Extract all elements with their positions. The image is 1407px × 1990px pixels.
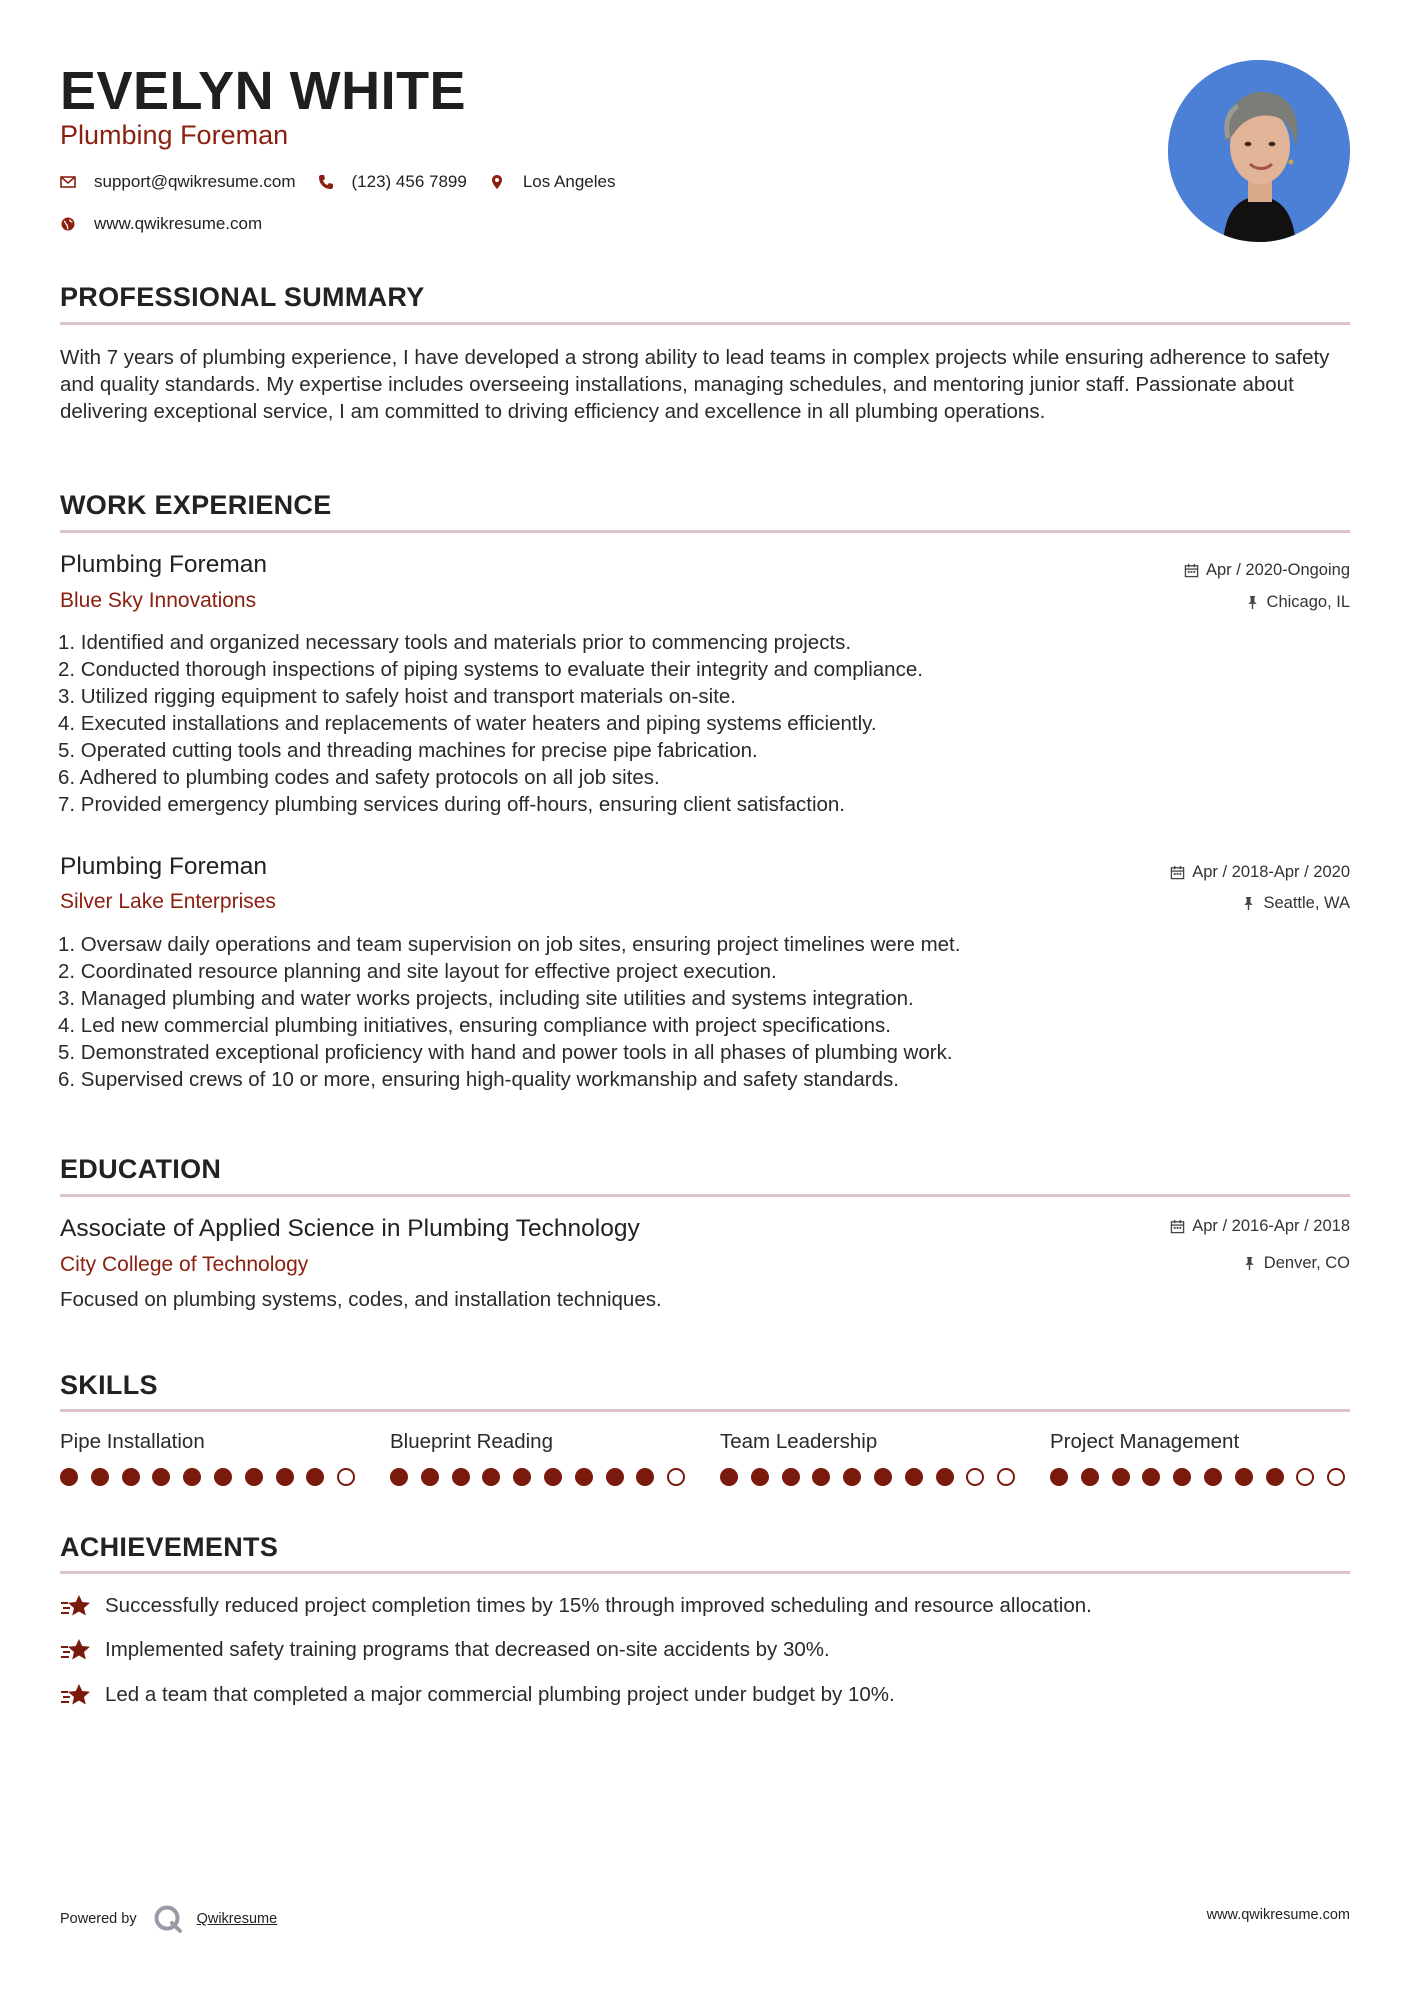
skill-rating xyxy=(1050,1468,1358,1486)
skill-dot-filled xyxy=(276,1468,294,1486)
profile-photo xyxy=(1168,60,1350,242)
skill-dot-filled xyxy=(1173,1468,1191,1486)
calendar-icon xyxy=(1184,563,1199,578)
email-text: support@qwikresume.com xyxy=(94,172,296,191)
achievement-text: Implemented safety training programs that decreased on-site accidents by 30%. xyxy=(105,1638,830,1661)
skill-dot-filled xyxy=(936,1468,954,1486)
list-item: 2. Conducted thorough inspections of piping systems to evaluate their integrity and compliance. xyxy=(58,658,923,681)
education-dates xyxy=(1170,1217,1350,1236)
skill-dot-filled xyxy=(91,1468,109,1486)
job-company: Silver Lake Enterprises xyxy=(60,890,276,913)
calendar-icon xyxy=(1170,865,1185,880)
portrait-image xyxy=(1168,60,1350,242)
achievement-item xyxy=(60,1592,1092,1620)
job-bullet-list xyxy=(58,931,960,1093)
website-text: www.qwikresume.com xyxy=(94,214,263,233)
degree-title: Associate of Applied Science in Plumbing Technology xyxy=(60,1215,640,1242)
skill-dot-filled xyxy=(1081,1468,1099,1486)
skill-dot-filled xyxy=(306,1468,324,1486)
skill-dot-filled xyxy=(482,1468,500,1486)
achievement-item xyxy=(60,1681,895,1709)
skill-dot-filled xyxy=(513,1468,531,1486)
star-icon xyxy=(60,1636,92,1664)
section-title-experience: WORK EXPERIENCE xyxy=(60,490,332,520)
skill-dot-filled xyxy=(782,1468,800,1486)
skill-dot-filled xyxy=(905,1468,923,1486)
job-location-text: Seattle, WA xyxy=(1263,894,1350,912)
contact-location xyxy=(489,172,616,192)
list-item: 1. Oversaw daily operations and team supervision on job sites, ensuring project timelines were met. xyxy=(58,933,961,956)
footer-website[interactable]: www.qwikresume.com xyxy=(1206,1907,1350,1923)
section-divider xyxy=(60,322,1350,325)
education-location xyxy=(1242,1254,1350,1273)
job-location xyxy=(1241,894,1350,913)
skill-dot-filled xyxy=(843,1468,861,1486)
skill-dot-empty xyxy=(337,1468,355,1486)
phone-text: (123) 456 7899 xyxy=(351,172,467,191)
contact-row xyxy=(60,172,637,192)
skill-dot-empty xyxy=(966,1468,984,1486)
achievement-text: Led a team that completed a major commercial plumbing project under budget by 10%. xyxy=(105,1683,895,1706)
section-title-summary: PROFESSIONAL SUMMARY xyxy=(60,282,425,312)
summary-text: With 7 years of plumbing experience, I have developed a strong ability to lead teams in complex projects while ensuring adherence to safety and quality standards. My expertise includes overseeing installations, managing schedules, and mentoring junior staff. Passionate about delivering exceptional service, I am committed to driving efficiency and excellence in all plumbing operations. xyxy=(60,346,1330,423)
section-title-education: EDUCATION xyxy=(60,1154,222,1184)
education-description: Focused on plumbing systems, codes, and installation techniques. xyxy=(60,1288,662,1311)
list-item: 5. Operated cutting tools and threading machines for precise pipe fabrication. xyxy=(58,739,758,762)
skill-dot-filled xyxy=(122,1468,140,1486)
job-bullet-list xyxy=(58,629,923,818)
section-divider xyxy=(60,1194,1350,1197)
skill-dot-empty xyxy=(1327,1468,1345,1486)
skill-item xyxy=(60,1430,360,1454)
envelope-icon xyxy=(60,174,76,190)
skill-rating xyxy=(720,1468,1028,1486)
qwikresume-link[interactable]: Qwikresume xyxy=(196,1911,278,1927)
skill-rating xyxy=(390,1468,698,1486)
skill-dot-filled xyxy=(1266,1468,1284,1486)
skill-name: Project Management xyxy=(1050,1430,1240,1453)
job-title: Plumbing Foreman xyxy=(60,853,267,880)
achievement-item xyxy=(60,1636,830,1664)
job-location xyxy=(1245,593,1350,612)
skill-dot-filled xyxy=(751,1468,769,1486)
skill-dot-filled xyxy=(245,1468,263,1486)
skill-dot-filled xyxy=(874,1468,892,1486)
qwikresume-logo-icon xyxy=(153,1904,183,1934)
list-item: 3. Utilized rigging equipment to safely hoist and transport materials on-site. xyxy=(58,685,736,708)
list-item: 2. Coordinated resource planning and site layout for effective project execution. xyxy=(58,960,777,983)
list-item: 6. Adhered to plumbing codes and safety protocols on all job sites. xyxy=(58,766,660,789)
list-item: 3. Managed plumbing and water works projects, including site utilities and systems integration. xyxy=(58,987,914,1010)
skill-dot-filled xyxy=(1204,1468,1222,1486)
contact-website[interactable] xyxy=(60,214,262,234)
section-title-skills: SKILLS xyxy=(60,1370,158,1400)
skill-item xyxy=(720,1430,1020,1454)
job-location-text: Chicago, IL xyxy=(1266,593,1350,611)
skill-item xyxy=(1050,1430,1350,1454)
list-item: 4. Led new commercial plumbing initiatives, ensuring compliance with project specifications. xyxy=(58,1014,891,1037)
skill-dot-filled xyxy=(544,1468,562,1486)
job-dates xyxy=(1170,863,1350,882)
job-company: Blue Sky Innovations xyxy=(60,589,257,612)
section-title-achievements: ACHIEVEMENTS xyxy=(60,1532,279,1562)
job-dates xyxy=(1184,561,1350,580)
skill-dot-filled xyxy=(575,1468,593,1486)
globe-icon xyxy=(60,216,76,232)
achievement-text: Successfully reduced project completion times by 15% through improved scheduling and resource allocation. xyxy=(105,1594,1092,1617)
pushpin-icon xyxy=(1241,896,1256,911)
skill-dot-filled xyxy=(720,1468,738,1486)
job-dates-text: Apr / 2018-Apr / 2020 xyxy=(1192,863,1350,881)
job-title: Plumbing Foreman xyxy=(60,551,267,578)
skill-name: Pipe Installation xyxy=(60,1430,205,1453)
skill-dot-empty xyxy=(667,1468,685,1486)
section-divider xyxy=(60,1409,1350,1412)
skill-rating xyxy=(60,1468,368,1486)
section-divider xyxy=(60,1571,1350,1574)
job-dates-text: Apr / 2020-Ongoing xyxy=(1205,561,1350,579)
education-location-text: Denver, CO xyxy=(1263,1254,1350,1272)
skill-dot-filled xyxy=(1050,1468,1068,1486)
skill-dot-filled xyxy=(390,1468,408,1486)
powered-by-label: Powered by xyxy=(60,1911,137,1927)
footer-powered-by xyxy=(60,1904,277,1934)
skill-dot-filled xyxy=(152,1468,170,1486)
school-name: City College of Technology xyxy=(60,1253,309,1276)
list-item: 4. Executed installations and replacements of water heaters and piping systems efficiently. xyxy=(58,712,877,735)
skill-dot-filled xyxy=(636,1468,654,1486)
list-item: 7. Provided emergency plumbing services during off-hours, ensuring client satisfaction. xyxy=(58,793,845,816)
skill-dot-empty xyxy=(1296,1468,1314,1486)
list-item: 5. Demonstrated exceptional proficiency with hand and power tools in all phases of plumbing work. xyxy=(58,1041,953,1064)
contact-email[interactable] xyxy=(60,172,296,192)
skill-item xyxy=(390,1430,690,1454)
pushpin-icon xyxy=(1245,595,1260,610)
candidate-role: Plumbing Foreman xyxy=(60,120,289,150)
contact-phone[interactable] xyxy=(318,172,467,192)
skill-dot-filled xyxy=(452,1468,470,1486)
location-text: Los Angeles xyxy=(522,172,616,191)
star-icon xyxy=(60,1681,92,1709)
skill-dot-filled xyxy=(60,1468,78,1486)
star-icon xyxy=(60,1592,92,1620)
skill-dot-filled xyxy=(1235,1468,1253,1486)
contact-row-website xyxy=(60,214,284,234)
list-item: 6. Supervised crews of 10 or more, ensuring high-quality workmanship and safety standards. xyxy=(58,1068,899,1091)
pushpin-icon xyxy=(1242,1256,1257,1271)
skill-dot-filled xyxy=(1142,1468,1160,1486)
skill-dot-filled xyxy=(606,1468,624,1486)
list-item: 1. Identified and organized necessary tools and materials prior to commencing projects. xyxy=(58,631,852,654)
skill-name: Blueprint Reading xyxy=(390,1430,553,1453)
skill-dot-filled xyxy=(421,1468,439,1486)
candidate-name: EVELYN WHITE xyxy=(60,61,467,121)
skill-name: Team Leadership xyxy=(720,1430,878,1453)
skill-dot-filled xyxy=(812,1468,830,1486)
phone-icon xyxy=(318,174,334,190)
education-dates-text: Apr / 2016-Apr / 2018 xyxy=(1192,1217,1350,1235)
skill-dot-filled xyxy=(183,1468,201,1486)
calendar-icon xyxy=(1170,1219,1185,1234)
map-pin-icon xyxy=(489,174,505,190)
section-divider xyxy=(60,530,1350,533)
skill-dot-filled xyxy=(214,1468,232,1486)
skill-dot-empty xyxy=(997,1468,1015,1486)
skill-dot-filled xyxy=(1112,1468,1130,1486)
